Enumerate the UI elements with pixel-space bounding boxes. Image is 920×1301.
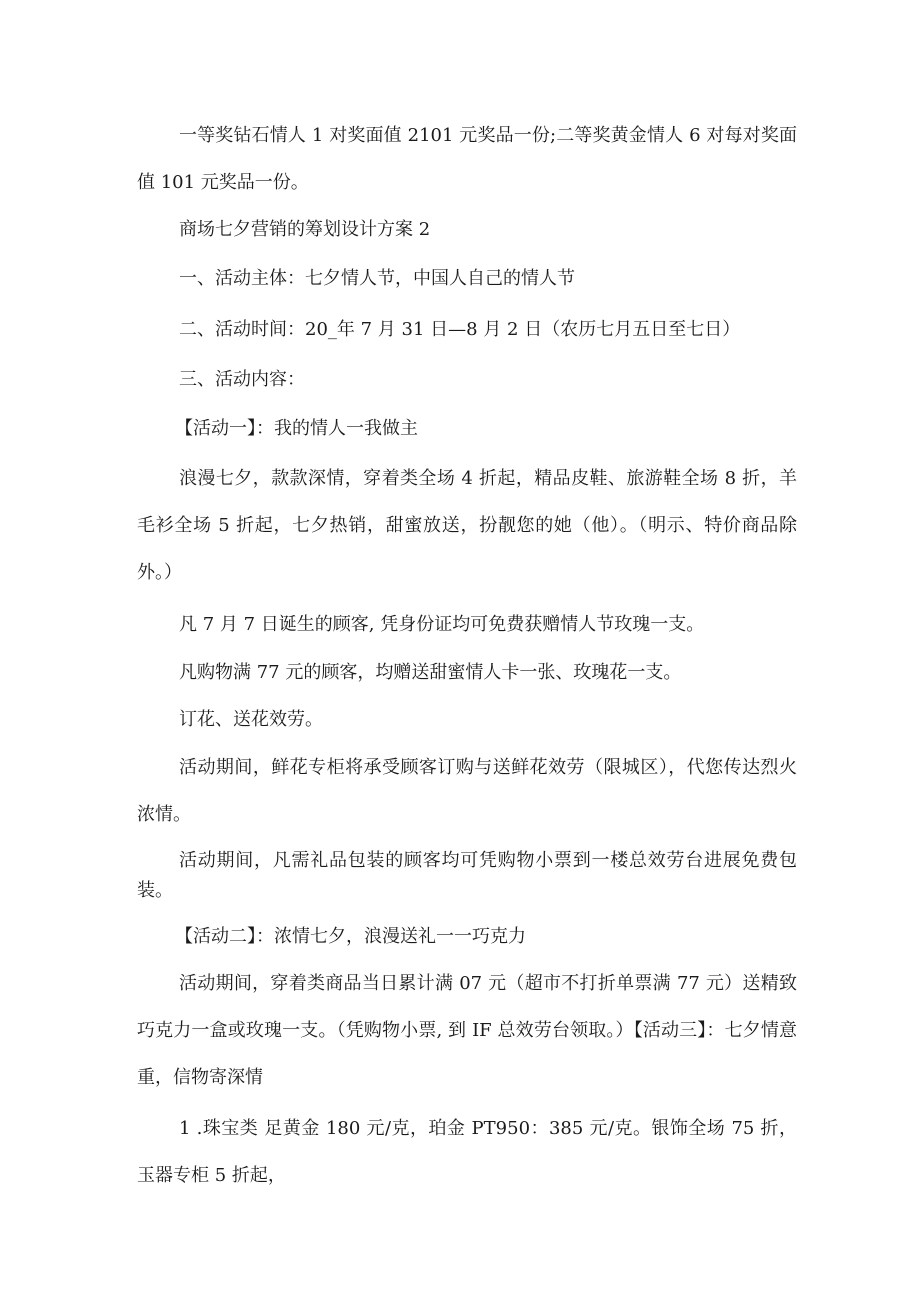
paragraph-flower-service: 订花、送花效劳。	[179, 709, 323, 730]
paragraph-plan-title: 商场七夕营销的筹划设计方案 2	[179, 219, 431, 240]
paragraph-flower-delivery: 活动期间，鲜花专柜将承受顾客订购与送鲜花效劳（限城区），代您传达烈火浓情。	[137, 757, 797, 825]
paragraph-activity-content: 三、活动内容：	[179, 369, 305, 390]
paragraph-birthday-rose: 凡 7 月 7 日诞生的顾客, 凭身份证均可免费获赠情人节玫瑰一支。	[179, 614, 705, 635]
paragraph-activity-time: 二、活动时间：20_年 7 月 31 日—8 月 2 日（农历七月五日至七日）	[179, 319, 741, 340]
paragraph-activity-two-heading: 【活动二】：浓情七夕，浪漫送礼一一巧克力	[175, 926, 526, 947]
paragraph-jewelry-prices: 1 .珠宝类 足黄金 180 元/克，珀金 PT950：385 元/克。银饰全场 75 折，玉器专柜 5 折起，	[137, 1118, 797, 1186]
paragraph-purchase-gift: 凡购物满 77 元的顾客，均赠送甜蜜情人卡一张、玫瑰花一支。	[179, 662, 682, 683]
paragraph-romantic-discounts: 浪漫七夕，款款深情，穿着类全场 4 折起，精品皮鞋、旅游鞋全场 8 折，羊毛衫全场 5 折起，七夕热销，甜蜜放送，扮靓您的她（他）。（明示、特价商品除外。）	[137, 468, 797, 583]
paragraph-prize-levels: 一等奖钻石情人 1 对奖面值 2101 元奖品一份;二等奖黄金情人 6 对每对奖面值 101 元奖品一份。	[137, 125, 797, 193]
paragraph-activity-subject: 一、活动主体：七夕情人节，中国人自己的情人节	[179, 268, 575, 289]
paragraph-chocolate-gift: 活动期间，穿着类商品当日累计满 07 元（超市不打折单票满 77 元）送精致巧克力一盒或玫瑰一支。（凭购物小票, 到 IF 总效劳台领取。）【活动三】：七夕情意重，信物寄深情	[137, 973, 797, 1088]
paragraph-activity-one-heading: 【活动一】：我的情人一我做主	[175, 418, 418, 439]
paragraph-gift-wrapping: 活动期间，凡需礼品包装的顾客均可凭购物小票到一楼总效劳台进展免费包装。	[137, 850, 797, 901]
